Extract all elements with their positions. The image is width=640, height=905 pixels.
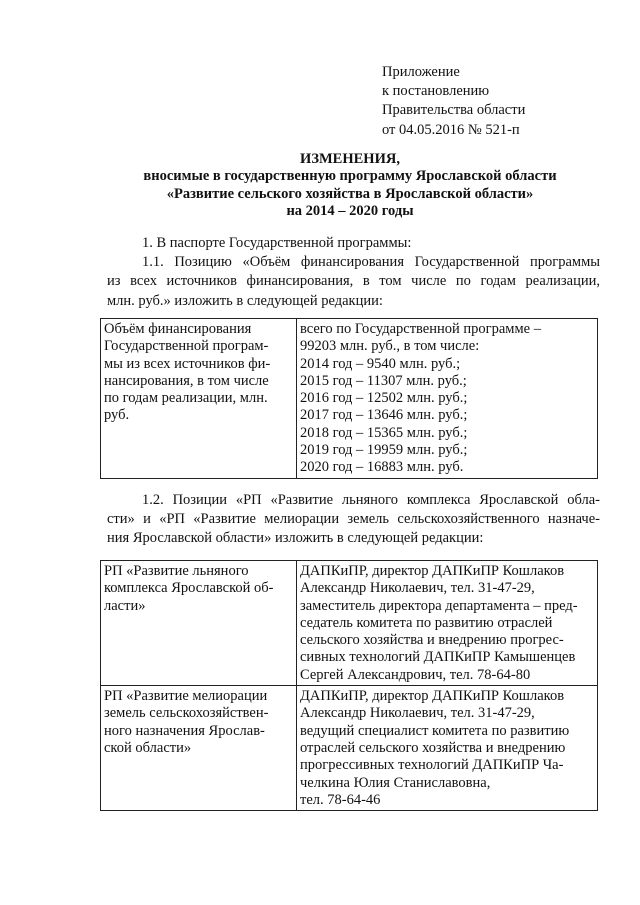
- appendix-line: Приложение: [382, 64, 460, 80]
- cell-line: тел. 78-64-46: [300, 791, 381, 808]
- financing-label-cell: [101, 319, 297, 479]
- cell-line: 2020 год – 16883 млн. руб.: [300, 459, 464, 476]
- cell-line: ного назначения Ярослав-: [104, 722, 265, 739]
- responsible-table: [100, 560, 598, 811]
- heading-line: на 2014 – 2020 годы: [286, 203, 414, 220]
- item-1-1-line: млн. руб.» изложить в следующей редакции:: [107, 292, 383, 309]
- appendix-line: к постановлению: [382, 83, 490, 100]
- item-1-2-line: 1.2. Позиции «РП «Развитие льняного комплекса Ярославской обла-: [142, 492, 600, 508]
- cell-line: земель сельскохозяйствен-: [104, 705, 269, 722]
- cell-line: Александр Николаевич, тел. 31-47-29,: [300, 580, 535, 597]
- appendix-line: Правительства области: [382, 102, 526, 119]
- item-1-1-line: 1.1. Позицию «Объём финансирования Государственной программы: [142, 254, 600, 271]
- document-heading: [100, 151, 600, 221]
- cell-line: по годам реализации, млн.: [104, 390, 268, 407]
- section-1: [107, 234, 600, 311]
- cell-line: 2014 год – 9540 млн. руб.;: [300, 355, 461, 372]
- cell-line: ласти»: [104, 597, 146, 614]
- item-1-2: [107, 491, 600, 549]
- cell-line: всего по Государственной программе –: [300, 321, 541, 337]
- cell-line: комплекса Ярославской об-: [104, 580, 274, 597]
- cell-line: 2016 год – 12502 млн. руб.;: [300, 390, 468, 407]
- cell-line: ДАПКиПР, директор ДАПКиПР Кошлаков: [300, 688, 565, 705]
- cell-line: прогрессивных технологий ДАПКиПР Ча-: [300, 757, 564, 774]
- cell-line: РП «Развитие мелиорации: [104, 688, 268, 705]
- table-row: [101, 561, 598, 686]
- cell-line: ведущий специалист комитета по развитию: [300, 722, 570, 739]
- item-1-2-line: сти» и «РП «Развитие мелиорации земель сельскохозяйственного назначе-: [107, 511, 600, 528]
- cell-line: 2017 год – 13646 млн. руб.;: [300, 407, 468, 424]
- section-1-title: 1. В паспорте Государственной программы:: [142, 235, 412, 251]
- cell-line: Объём финансирования: [104, 321, 252, 337]
- heading-line: «Развитие сельского хозяйства в Ярославской области»: [166, 185, 534, 202]
- financing-value-cell: [297, 319, 598, 479]
- cell-line: руб.: [104, 407, 130, 424]
- cell-line: РП «Развитие льняного: [104, 563, 249, 579]
- cell-line: ской области»: [104, 739, 192, 756]
- heading-line: вносимые в государственную программу Ярославской области: [143, 168, 557, 185]
- cell-line: сивных технологий ДАПКиПР Камышенцев: [300, 649, 576, 666]
- cell-line: Сергей Александрович, тел. 78-64-80: [300, 666, 531, 683]
- cell-line: 2018 год – 15365 млн. руб.;: [300, 424, 468, 441]
- cell-line: 99203 млн. руб., в том числе:: [300, 338, 480, 355]
- appendix-line: от 04.05.2016 № 521-п: [382, 121, 520, 138]
- cell-line: нансирования, в том числе: [104, 372, 269, 389]
- cell-line: Государственной програм-: [104, 338, 269, 355]
- appendix-block: [382, 63, 525, 140]
- table-row: [101, 686, 598, 811]
- item-1-2-line: ния Ярославской области» изложить в следующей редакции:: [107, 530, 484, 547]
- cell-line: челкина Юлия Станиславовна,: [300, 774, 491, 791]
- program-label-cell: [101, 561, 297, 686]
- financing-table: [100, 318, 598, 479]
- cell-line: 2015 год – 11307 млн. руб.;: [300, 372, 467, 389]
- cell-line: заместитель директора департамента – пред-: [300, 597, 578, 614]
- heading-title: ИЗМЕНЕНИЯ,: [300, 151, 400, 167]
- program-value-cell: [297, 561, 598, 686]
- cell-line: ДАПКиПР, директор ДАПКиПР Кошлаков: [300, 563, 565, 579]
- table-row: [101, 319, 598, 479]
- cell-line: 2019 год – 19959 млн. руб.;: [300, 442, 468, 459]
- cell-line: мы из всех источников фи-: [104, 355, 271, 372]
- program-label-cell: [101, 686, 297, 811]
- cell-line: сельского хозяйства и внедрению прогрес-: [300, 632, 564, 649]
- cell-line: Александр Николаевич, тел. 31-47-29,: [300, 705, 535, 722]
- cell-line: отраслей сельского хозяйства и внедрению: [300, 739, 566, 756]
- cell-line: седатель комитета по развитию отраслей: [300, 614, 553, 631]
- item-1-1-line: из всех источников финансирования, в том числе по годам реализации,: [107, 273, 600, 290]
- program-value-cell: [297, 686, 598, 811]
